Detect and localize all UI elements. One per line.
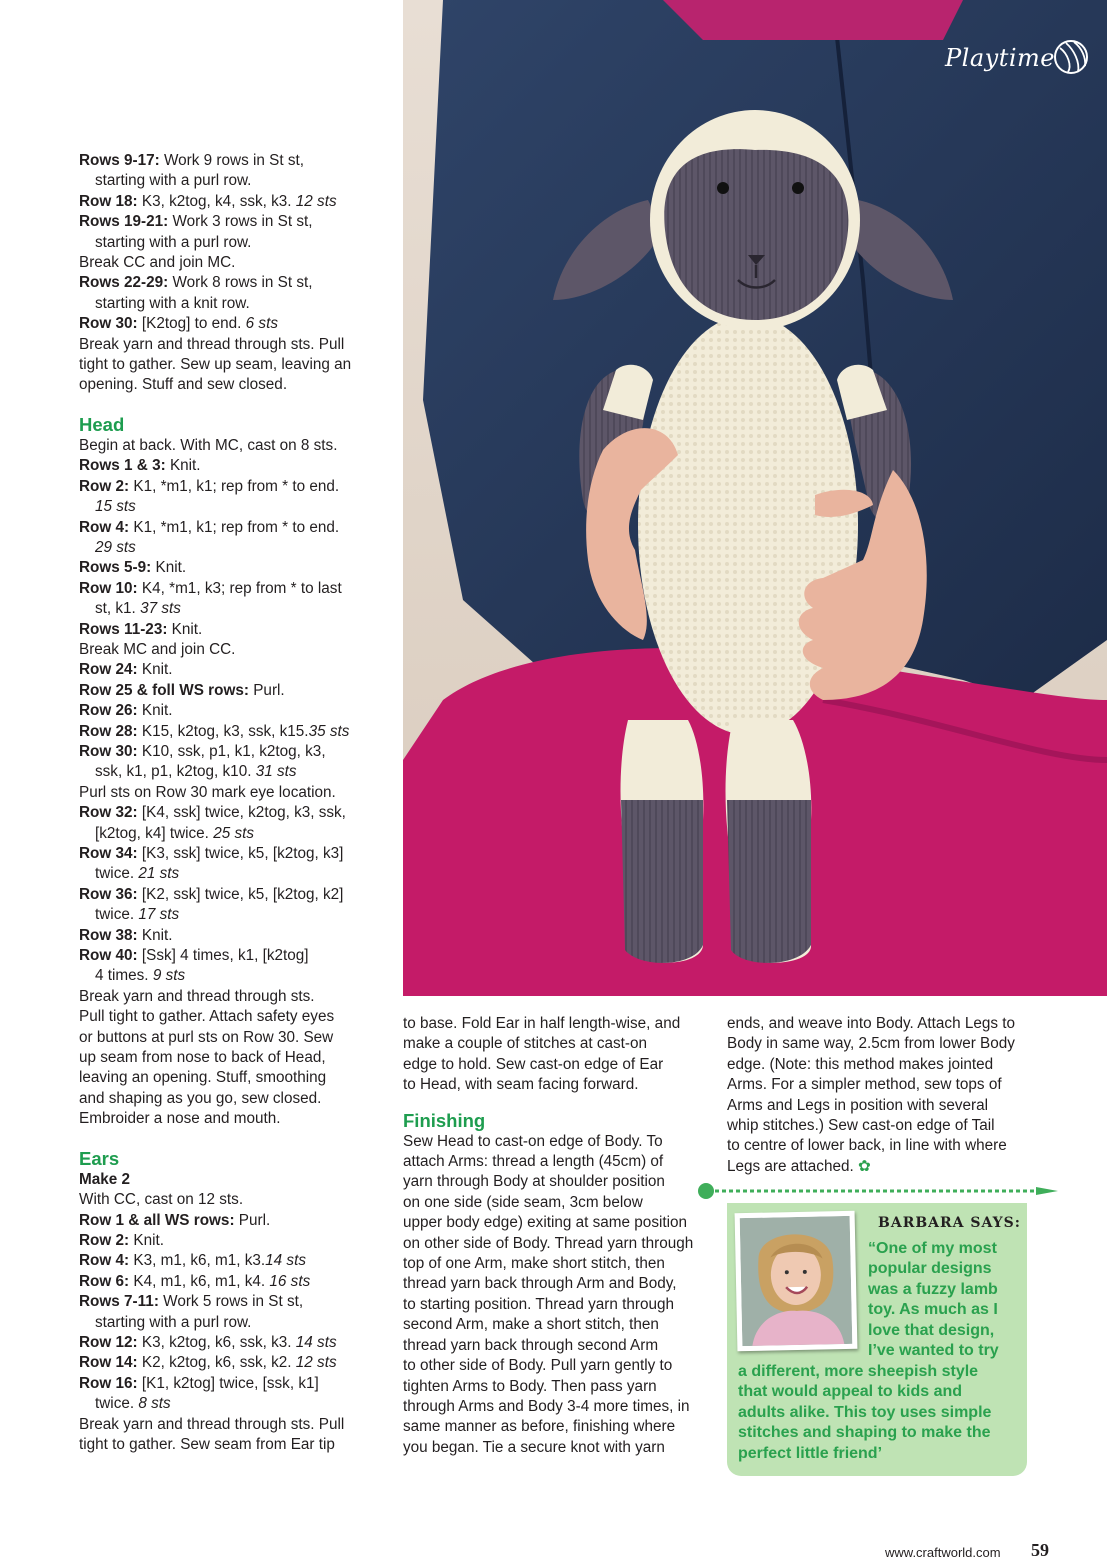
pattern-row: Rows 9-17: Work 9 rows in St st, [79,152,304,169]
instruction: With CC, cast on 12 sts. [79,1191,244,1209]
instruction: Purl sts on Row 30 mark eye location. [79,783,336,801]
quote-line: stitches and shaping to make the [738,1424,991,1441]
instruction: up seam from nose to back of Head, [79,1049,326,1067]
pattern-row: Row 25 & foll WS rows: Purl. [79,681,285,699]
pattern-row-cont: twice. 17 sts [95,906,180,924]
pattern-row-cont: st, k1. 37 sts [95,600,181,618]
instruction: or buttons at purl sts on Row 30. Sew [79,1028,334,1046]
yarn-ball-icon [1052,38,1090,76]
instruction: Make 2 [79,1170,131,1188]
pattern-row: Rows 5-9: Knit. [79,559,187,577]
pattern-row-cont: twice. 8 sts [95,1395,171,1413]
pattern-row-cont: starting with a purl row. [95,1313,252,1331]
instruction: leaving an opening. Stuff, smoothing [79,1069,327,1087]
pattern-row: Rows 1 & 3: Knit. [79,457,201,475]
instruction: tighten Arms to Body. Then pass yarn [403,1377,657,1395]
pattern-row: Rows 11-23: Knit. [79,620,203,638]
instruction: thread yarn back through second Arm [403,1336,659,1354]
instruction: you began. Tie a secure knot with yarn [403,1438,665,1456]
pattern-row: Rows 19-21: Work 3 rows in St st, [79,213,313,231]
instruction: thread yarn back through Arm and Body, [403,1275,677,1293]
pattern-row: Row 4: K1, *m1, k1; rep from * to end. [79,518,340,536]
instruction: to base. Fold Ear in half length-wise, and [403,1015,681,1032]
pattern-row: Row 40: [Ssk] 4 times, k1, [k2tog] [79,947,309,965]
instruction: to starting position. Thread yarn through [403,1295,674,1313]
instruction: to other side of Body. Pull yarn gently to [403,1357,673,1375]
pattern-row: Row 10: K4, *m1, k3; rep from * to last [79,579,342,597]
pattern-row: Row 36: [K2, ssk] twice, k5, [k2tog, k2] [79,885,344,903]
pattern-row: Row 16: [K1, k2tog] twice, [ssk, k1] [79,1374,319,1392]
quote-line: perfect little friend’ [738,1445,883,1462]
instruction: second Arm, make a short stitch, then [403,1316,659,1334]
pattern-row-cont: starting with a purl row. [95,233,252,251]
column-2 [403,1014,708,1458]
pattern-row-cont: 4 times. 9 sts [95,967,186,985]
instruction: Arms and Legs in position with several [727,1096,989,1114]
instruction: Pull tight to gather. Attach safety eyes [79,1008,335,1026]
pattern-row: Rows 22-29: Work 8 rows in St st, [79,274,313,292]
pattern-row: Row 4: K3, m1, k6, m1, k3.14 sts [79,1252,306,1270]
pattern-row-cont: starting with a purl row. [95,172,252,190]
pattern-row: Row 1 & all WS rows: Purl. [79,1211,271,1229]
instruction: ends, and weave into Body. Attach Legs to [727,1015,1016,1032]
pattern-row-cont: twice. 21 sts [95,865,180,883]
quote-line: I’ve wanted to try [868,1342,999,1359]
lamb-toy-photo [403,0,1107,996]
pattern-row: Row 26: Knit. [79,702,173,720]
pattern-row: Row 14: K2, k2tog, k6, ssk, k2. 12 sts [79,1354,337,1372]
quote-line: toy. As much as I [868,1301,998,1318]
quote-line: that would appeal to kids and [738,1383,963,1400]
instruction: top of one Arm, make short stitch, then [403,1255,665,1273]
instruction: Arms. For a simpler method, sew tops of [727,1076,1002,1094]
instruction: Break yarn and thread through sts. Pull [79,335,345,353]
instruction: yarn through Body at shoulder position [403,1173,665,1191]
instruction: attach Arms: thread a length (45cm) of [403,1153,664,1171]
quote-line: love that design, [868,1322,995,1339]
instruction: whip stitches.) Sew cast-on edge of Tail [727,1117,995,1135]
instruction: Break yarn and thread through sts. Pull [79,1415,345,1433]
pattern-row: Row 30: [K2tog] to end. 6 sts [79,315,278,333]
instruction: through Arms and Body 3-4 more times, in [403,1397,690,1415]
pattern-row-cont: ssk, k1, p1, k2tog, k10. 31 sts [95,763,297,781]
pattern-row: Row 12: K3, k2tog, k6, ssk, k3. 14 sts [79,1333,337,1351]
pattern-row-cont: starting with a knit row. [95,294,250,312]
instruction: same manner as before, finishing where [403,1418,676,1436]
knitting-needle-icon [696,1181,1061,1201]
pattern-row-cont: [k2tog, k4] twice. 25 sts [95,824,254,842]
pattern-row: Row 30: K10, ssk, p1, k1, k2tog, k3, [79,742,326,760]
pattern-row: Row 24: Knit. [79,661,173,679]
instruction: Legs are attached. ✿ [727,1157,871,1175]
instruction: make a couple of stitches at cast-on [403,1035,648,1053]
instruction: tight to gather. Sew seam from Ear tip [79,1435,335,1453]
footer-url[interactable]: www.craftworld.com [885,1545,1001,1560]
quote-line: popular designs [868,1260,992,1277]
instruction: to centre of lower back, in line with where [727,1137,1007,1155]
pattern-row-cont: 15 sts [95,498,136,516]
pattern-row: Row 18: K3, k2tog, k4, ssk, k3. 12 sts [79,192,337,210]
section-label: Playtime [945,44,1055,72]
quote-heading: BARBARA SAYS: [878,1215,1021,1231]
quote-line: adults alike. This toy uses simple [738,1404,992,1421]
page-number: 59 [1031,1540,1049,1560]
quote-line: a different, more sheepish style [738,1363,979,1380]
section-heading-head: Head [79,413,125,435]
instruction: and shaping as you go, sew closed. [79,1089,322,1107]
pattern-row: Row 2: K1, *m1, k1; rep from * to end. [79,477,340,495]
instruction: tight to gather. Sew up seam, leaving an [79,356,352,374]
instruction: Sew Head to cast-on edge of Body. To [403,1132,663,1150]
pattern-row: Row 2: Knit. [79,1231,164,1249]
instruction: opening. Stuff and sew closed. [79,376,288,394]
instruction: upper body edge) exiting at same position [403,1214,688,1232]
instruction: on other side of Body. Thread yarn through [403,1234,694,1252]
pattern-row: Rows 7-11: Work 5 rows in St st, [79,1293,304,1311]
instruction: Embroider a nose and mouth. [79,1110,281,1128]
pattern-row-cont: 29 sts [95,538,136,556]
instruction: on one side (side seam, 3cm below [403,1193,643,1211]
pattern-row: Row 28: K15, k2tog, k3, ssk, k15.35 sts [79,722,350,740]
pattern-row: Row 34: [K3, ssk] twice, k5, [k2tog, k3] [79,845,344,862]
instruction: Break MC and join CC. [79,640,236,658]
column-3 [727,1014,1037,1177]
instruction: Body in same way, 2.5cm from lower Body [727,1035,1015,1053]
instruction: Break CC and join MC. [79,254,236,272]
section-heading-finishing: Finishing [403,1109,486,1131]
section-heading-ears: Ears [79,1147,120,1169]
end-mark-icon: ✿ [857,1157,871,1175]
instruction: edge to hold. Sew cast-on edge of Ear [403,1055,664,1073]
instruction: edge. (Note: this method makes jointed [727,1055,994,1073]
column-1 [79,151,379,1455]
pattern-row: Row 6: K4, m1, k6, m1, k4. 16 sts [79,1272,311,1290]
instruction: Begin at back. With MC, cast on 8 sts. [79,436,338,454]
pattern-row: Row 38: Knit. [79,926,173,944]
pattern-row: Row 32: [K4, ssk] twice, k2tog, k3, ssk, [79,804,346,822]
instruction: to Head, with seam facing forward. [403,1076,639,1094]
instruction: Break yarn and thread through sts. [79,987,315,1005]
quote-line: “One of my most [868,1240,997,1257]
quote-line: was a fuzzy lamb [868,1281,998,1298]
designer-photo [735,1211,858,1351]
